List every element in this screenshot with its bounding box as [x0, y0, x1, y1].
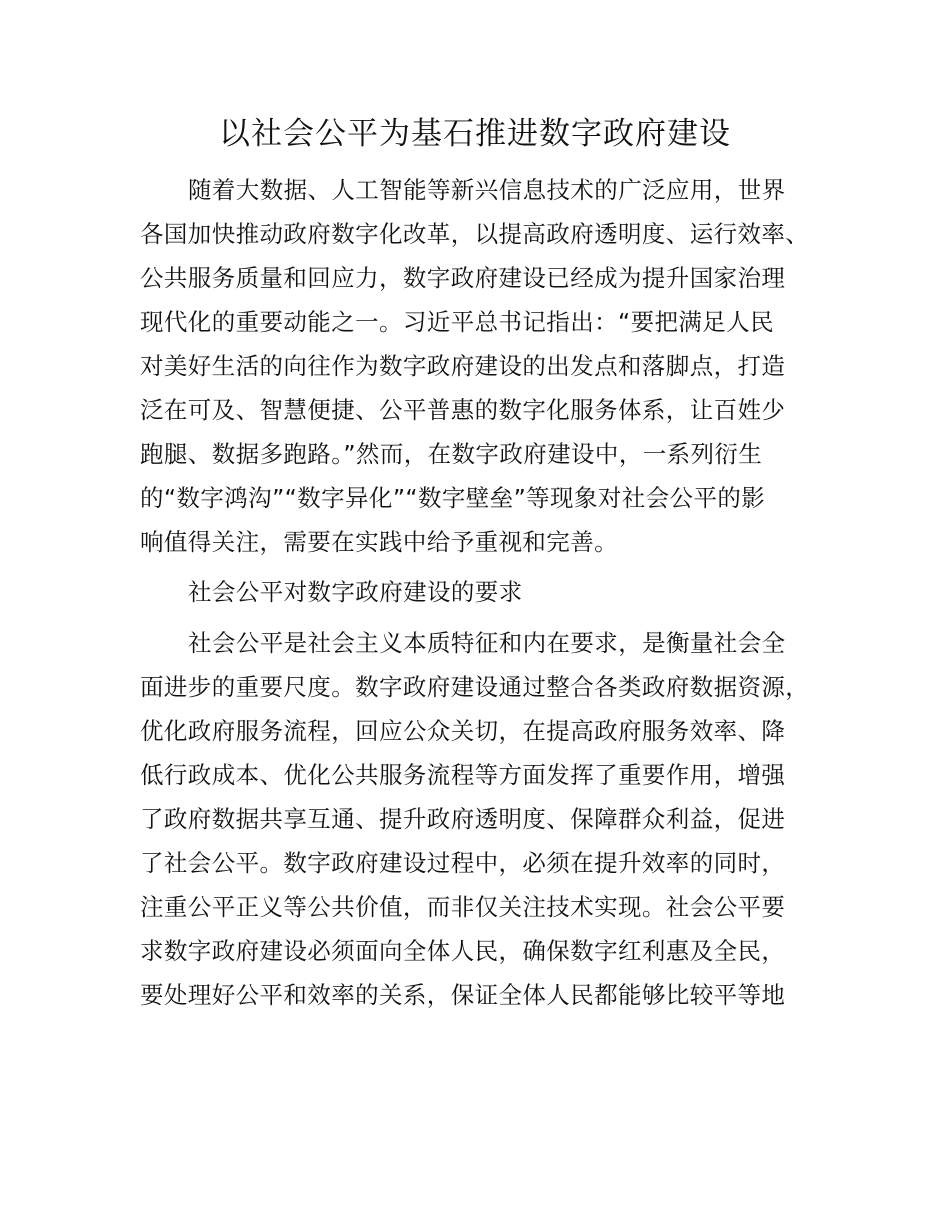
paragraph-2-line-1: 社会公平是社会主义本质特征和内在要求，是衡量社会全 — [188, 629, 786, 657]
paragraph-1-line-3: 公共服务质量和回应力，数字政府建设已经成为提升国家治理 — [140, 264, 786, 292]
paragraph-2-line-7: 注重公平正义等公共价值，而非仅关注技术实现。社会公平要 — [140, 893, 786, 921]
paragraph-1-line-4: 现代化的重要动能之一。习近平总书记指出：“要把满足人民 — [140, 308, 774, 336]
paragraph-1-line-1: 随着大数据、人工智能等新兴信息技术的广泛应用，世界 — [188, 176, 786, 204]
paragraph-1-line-9: 响值得关注，需要在实践中给予重视和完善。 — [140, 528, 618, 556]
document-title: 以社会公平为基石推进数字政府建设 — [219, 116, 731, 152]
section-heading: 社会公平对数字政府建设的要求 — [188, 578, 523, 606]
paragraph-2-line-9: 要处理好公平和效率的关系，保证全体人民都能够比较平等地 — [140, 981, 786, 1009]
paragraph-2-line-4: 低行政成本、优化公共服务流程等方面发挥了重要作用，增强 — [140, 761, 786, 789]
paragraph-2-line-5: 了政府数据共享互通、提升政府透明度、保障群众利益，促进 — [140, 805, 786, 833]
paragraph-2-line-3: 优化政府服务流程，回应公众关切，在提高政府服务效率、降 — [140, 717, 786, 745]
paragraph-2-line-8: 求数字政府建设必须面向全体人民，确保数字红利惠及全民， — [140, 937, 786, 965]
paragraph-1-line-7: 跑腿、数据多跑路。”然而，在数字政府建设中，一系列衍生 — [140, 440, 763, 468]
paragraph-1-line-2: 各国加快推动政府数字化改革，以提高政府透明度、运行效率、 — [140, 220, 810, 248]
paragraph-1-line-5: 对美好生活的向往作为数字政府建设的出发点和落脚点，打造 — [140, 352, 786, 380]
paragraph-2-line-2: 面进步的重要尺度。数字政府建设通过整合各类政府数据资源， — [140, 673, 810, 701]
paragraph-1-line-6: 泛在可及、智慧便捷、公平普惠的数字化服务体系，让百姓少 — [140, 396, 786, 424]
paragraph-2-line-6: 了社会公平。数字政府建设过程中，必须在提升效率的同时， — [140, 849, 786, 877]
paragraph-1-line-8: 的“数字鸿沟”“数字异化”“数字壁垒”等现象对社会公平的影 — [140, 484, 766, 512]
